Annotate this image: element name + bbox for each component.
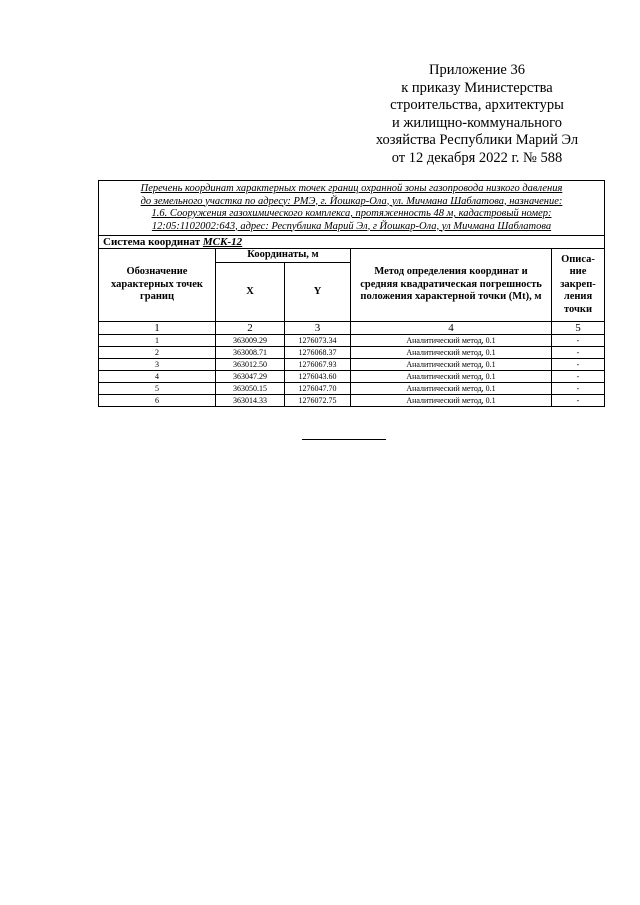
annex-line: строительства, архитектуры [390,97,564,113]
method-value: Аналитический метод, 0.1 [351,383,552,395]
x-value: 363008.71 [216,347,285,359]
column-number: 1 [99,322,216,335]
caption-line: Перечень координат характерных точек границ охранной зоны газопровода низкого давления [140,183,563,194]
column-numbers-row [99,322,605,335]
method-value: Аналитический метод, 0.1 [351,395,552,407]
description-value: - [552,395,605,407]
coordinate-system [99,236,605,249]
method-value: Аналитический метод, 0.1 [351,371,552,383]
table-row [99,371,605,383]
x-value: 363050.15 [216,383,285,395]
y-value: 1276047.70 [285,383,351,395]
caption-line: 12:05:1102002:643, адрес: Республика Марий Эл, г Йошкар-Ола, ул Мичмана Шаблатова [151,220,552,232]
x-value: 363012.50 [216,359,285,371]
coordinates-table [98,180,605,407]
y-value: 1276067.93 [285,359,351,371]
annex-line: Приложение 36 [429,62,525,78]
y-value: 1276073.34 [285,335,351,347]
description-value: - [552,383,605,395]
point-id: 1 [99,335,216,347]
annex-line: хозяйства Республики Марий Эл [375,132,579,148]
header-method: Метод определения координат и средняя квадратическая погрешность положения характерной точки (Mt), м [351,249,552,322]
header-coords: Координаты, м [216,249,351,263]
annex-line: и жилищно-коммунального [391,114,563,131]
annex-line: от 12 декабря 2022 г. № 588 [391,149,563,166]
column-number: 5 [552,322,605,335]
table-row [99,359,605,371]
table-row [99,383,605,395]
column-number: 4 [351,322,552,335]
description-value: - [552,335,605,347]
description-value: - [552,347,605,359]
point-id: 5 [99,383,216,395]
point-id: 6 [99,395,216,407]
caption-line: 1.6. Сооружения газохимического комплекса, протяженность 48 м, кадастровый номер: [151,208,552,219]
method-value: Аналитический метод, 0.1 [351,359,552,371]
point-id: 4 [99,371,216,383]
caption-line: до земельного участка по адресу: РМЭ, г. Йошкар-Ола, ул. Мичмана Шаблатова, назначение: [140,195,563,207]
description-value: - [552,359,605,371]
description-value: - [552,371,605,383]
closing-rule [302,439,386,440]
coordinate-system-name: МСК-12 [202,236,243,248]
column-number: 3 [285,322,351,335]
x-value: 363047.29 [216,371,285,383]
method-value: Аналитический метод, 0.1 [351,347,552,359]
point-id: 2 [99,347,216,359]
header-point: Обозначение характерных точек границ [99,249,216,322]
annex-header [352,62,602,167]
column-number: 2 [216,322,285,335]
header-x: X [216,263,285,322]
method-value: Аналитический метод, 0.1 [351,335,552,347]
table-caption [99,181,605,236]
x-value: 363009.29 [216,335,285,347]
y-value: 1276072.75 [285,395,351,407]
coordinate-system-label: Система координат [103,236,201,248]
y-value: 1276068.37 [285,347,351,359]
point-id: 3 [99,359,216,371]
header-description: Описа-ние закреп-ления точки [552,249,605,322]
annex-line: к приказу Министерства [401,79,553,96]
table-row [99,347,605,359]
x-value: 363014.33 [216,395,285,407]
y-value: 1276043.60 [285,371,351,383]
header-y: Y [285,263,351,322]
table-row [99,335,605,347]
table-row [99,395,605,407]
